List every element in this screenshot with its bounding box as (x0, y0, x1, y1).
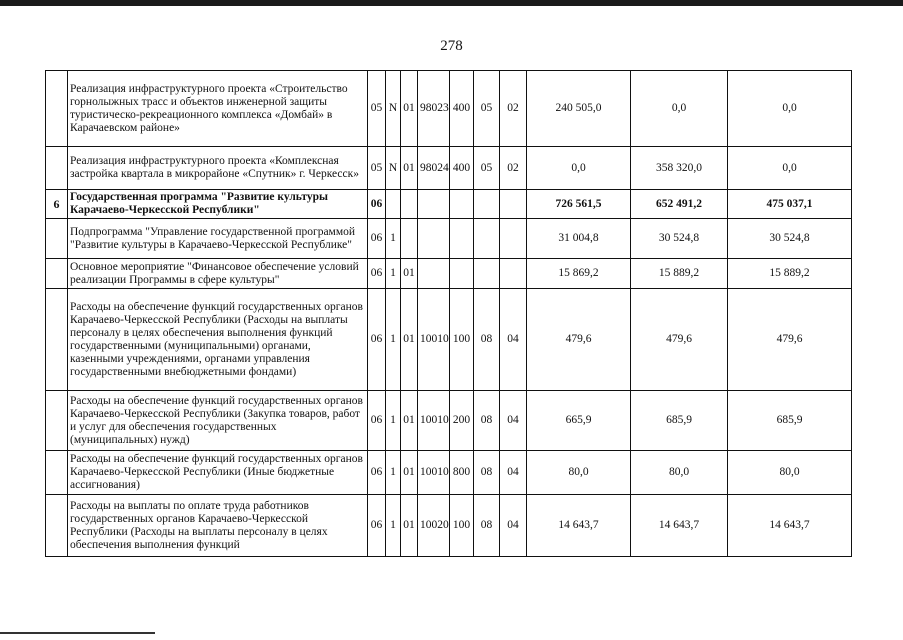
table-row (46, 147, 852, 190)
subsection-code: 02 (500, 147, 527, 190)
section-code: 05 (474, 71, 500, 147)
section-code (474, 259, 500, 289)
event-code: 01 (401, 147, 418, 190)
amount-year-1: 240 505,0 (527, 71, 631, 147)
row-name: Расходы на выплаты по оплате труда работников государственных органов Карачаево-Черкесской Республики (Расходы на выплаты персоналу в целях обеспечения выполнения функций (68, 495, 368, 557)
event-code: 01 (401, 451, 418, 495)
direction-code (418, 190, 450, 219)
direction-code: 10010 (418, 451, 450, 495)
row-index (46, 219, 68, 259)
expense-type-code: 400 (450, 71, 474, 147)
event-code: 01 (401, 289, 418, 391)
amount-year-2: 652 491,2 (631, 190, 728, 219)
subprogram-code: 1 (386, 391, 401, 451)
amount-year-3: 0,0 (728, 71, 852, 147)
amount-year-2: 479,6 (631, 289, 728, 391)
direction-code (418, 259, 450, 289)
subsection-code (500, 259, 527, 289)
direction-code (418, 219, 450, 259)
amount-year-3: 80,0 (728, 451, 852, 495)
row-index (46, 289, 68, 391)
section-code: 08 (474, 289, 500, 391)
page-number: 278 (440, 38, 463, 54)
expense-type-code: 800 (450, 451, 474, 495)
amount-year-1: 726 561,5 (527, 190, 631, 219)
subsection-code: 04 (500, 391, 527, 451)
amount-year-1: 15 869,2 (527, 259, 631, 289)
amount-year-2: 685,9 (631, 391, 728, 451)
row-name: Реализация инфраструктурного проекта «Строительство горнолыжных трасс и объектов инженерной защиты туристическо-рекреационного комплекса «Домбай» в Карачаевском районе» (68, 71, 368, 147)
section-code (474, 219, 500, 259)
program-code: 06 (368, 451, 386, 495)
program-code: 06 (368, 190, 386, 219)
direction-code: 98024 (418, 147, 450, 190)
table-row (46, 71, 852, 147)
section-code: 08 (474, 495, 500, 557)
amount-year-2: 15 889,2 (631, 259, 728, 289)
section-code: 05 (474, 147, 500, 190)
subsection-code: 02 (500, 71, 527, 147)
event-code: 01 (401, 71, 418, 147)
expense-type-code (450, 219, 474, 259)
direction-code: 10010 (418, 391, 450, 451)
program-code: 05 (368, 71, 386, 147)
program-code: 06 (368, 219, 386, 259)
amount-year-3: 0,0 (728, 147, 852, 190)
table-row (46, 259, 852, 289)
row-index: 6 (46, 190, 68, 219)
row-name: Реализация инфраструктурного проекта «Комплексная застройка квартала в микрорайоне «Спутник» г. Черкесск» (68, 147, 368, 190)
amount-year-3: 30 524,8 (728, 219, 852, 259)
program-code: 06 (368, 289, 386, 391)
amount-year-3: 685,9 (728, 391, 852, 451)
subprogram-code: 1 (386, 289, 401, 391)
table-row (46, 451, 852, 495)
row-index (46, 495, 68, 557)
program-code: 06 (368, 495, 386, 557)
section-code (474, 190, 500, 219)
program-code: 06 (368, 391, 386, 451)
row-name: Расходы на обеспечение функций государственных органов Карачаево-Черкесской Республики (Закупка товаров, работ и услуг для обеспечения государственных (муниципальных) нужд) (68, 391, 368, 451)
top-border-line (0, 0, 903, 6)
section-code: 08 (474, 451, 500, 495)
row-name: Расходы на обеспечение функций государственных органов Карачаево-Черкесской Республики (Иные бюджетные ассигнования) (68, 451, 368, 495)
row-name: Государственная программа "Развитие культуры Карачаево-Черкесской Республики" (68, 190, 368, 219)
row-index (46, 147, 68, 190)
table-row (46, 219, 852, 259)
direction-code: 98023 (418, 71, 450, 147)
subsection-code (500, 190, 527, 219)
amount-year-1: 31 004,8 (527, 219, 631, 259)
amount-year-3: 14 643,7 (728, 495, 852, 557)
amount-year-3: 15 889,2 (728, 259, 852, 289)
table-row (46, 495, 852, 557)
subsection-code (500, 219, 527, 259)
expense-type-code (450, 259, 474, 289)
subprogram-code: 1 (386, 259, 401, 289)
table-row (46, 391, 852, 451)
subprogram-code: 1 (386, 451, 401, 495)
event-code (401, 219, 418, 259)
subprogram-code (386, 190, 401, 219)
event-code: 01 (401, 259, 418, 289)
subprogram-code: 1 (386, 219, 401, 259)
table-row (46, 289, 852, 391)
amount-year-2: 80,0 (631, 451, 728, 495)
section-code: 08 (474, 391, 500, 451)
amount-year-1: 0,0 (527, 147, 631, 190)
row-index (46, 451, 68, 495)
amount-year-3: 479,6 (728, 289, 852, 391)
expense-type-code: 400 (450, 147, 474, 190)
row-name: Подпрограмма "Управление государственной программой "Развитие культуры в Карачаево-Черкесской Республике" (68, 219, 368, 259)
event-code: 01 (401, 391, 418, 451)
subprogram-code: N (386, 71, 401, 147)
amount-year-2: 0,0 (631, 71, 728, 147)
event-code (401, 190, 418, 219)
amount-year-1: 14 643,7 (527, 495, 631, 557)
amount-year-1: 665,9 (527, 391, 631, 451)
subsection-code: 04 (500, 289, 527, 391)
row-name: Основное мероприятие "Финансовое обеспечение условий реализации Программы в сфере культуры" (68, 259, 368, 289)
expense-type-code: 200 (450, 391, 474, 451)
subprogram-code: N (386, 147, 401, 190)
expense-type-code: 100 (450, 289, 474, 391)
bottom-border-line (0, 632, 155, 634)
expense-type-code: 100 (450, 495, 474, 557)
table-row (46, 190, 852, 219)
program-code: 06 (368, 259, 386, 289)
row-name: Расходы на обеспечение функций государственных органов Карачаево-Черкесской Республики (Расходы на выплаты персоналу в целях обеспечения выполнения функций государственными (муниципальными) органами, казенными учреждениями, органами управления государственными внебюджетными фондами) (68, 289, 368, 391)
row-index (46, 71, 68, 147)
subsection-code: 04 (500, 451, 527, 495)
amount-year-2: 30 524,8 (631, 219, 728, 259)
amount-year-1: 479,6 (527, 289, 631, 391)
direction-code: 10010 (418, 289, 450, 391)
expense-type-code (450, 190, 474, 219)
direction-code: 10020 (418, 495, 450, 557)
amount-year-3: 475 037,1 (728, 190, 852, 219)
row-index (46, 259, 68, 289)
table-body (46, 71, 852, 557)
event-code: 01 (401, 495, 418, 557)
amount-year-2: 358 320,0 (631, 147, 728, 190)
row-index (46, 391, 68, 451)
amount-year-2: 14 643,7 (631, 495, 728, 557)
subprogram-code: 1 (386, 495, 401, 557)
subsection-code: 04 (500, 495, 527, 557)
budget-table (45, 70, 852, 557)
program-code: 05 (368, 147, 386, 190)
amount-year-1: 80,0 (527, 451, 631, 495)
